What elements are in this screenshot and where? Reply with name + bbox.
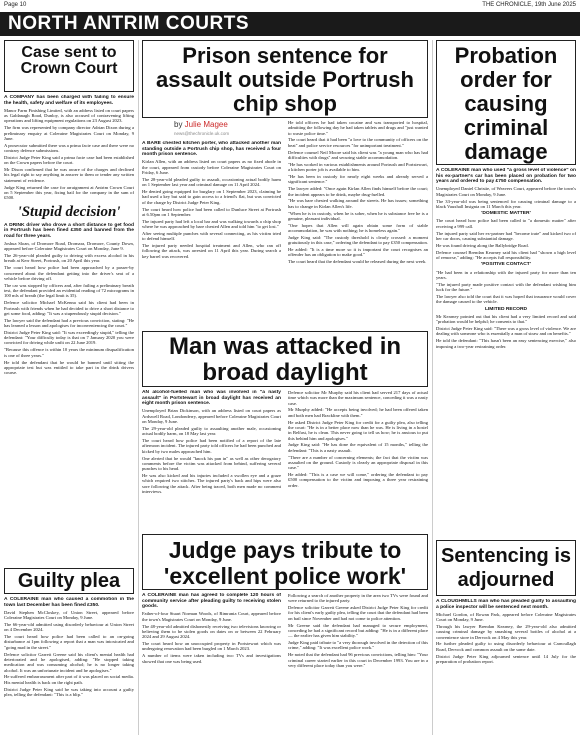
article-paragraph: Judge King returned the case for arraignment at Antrim Crown Court on 5 September this year, fixing bail for the company in the sum of £500. xyxy=(4,184,134,201)
article-paragraph: The 66-year-old admitted using disorderly behaviour at Union Street on 4 December 2024. xyxy=(4,621,134,633)
article-paragraph: He further pleaded guilty to using disorderly behaviour at Carncullagh Road, Dervock and common assault on the same date. xyxy=(436,641,576,652)
article-paragraph: The 26-year-old pleaded guilty to driving with excess alcohol in his breath at Kerr Street, Portrush, on 20 April this year. xyxy=(4,253,134,264)
article-paragraph: Judge King said: "The custody threshold is clearly crossed: a moment gratuitously in this case," ordering the defendant to pay £350 compensation. xyxy=(288,234,428,246)
article-paragraph: The 29-year-old pleaded guilty to assaulting another male, occasioning actual bodily harm, on 18 May last year. xyxy=(142,425,281,437)
article-paragraph: The court heard how police had been called to an on-going disturbance at 1pm following a report that a man was intoxicated and "going mad in the street." xyxy=(4,634,134,650)
article-paragraph: He noted that the defendant had 96 previous convictions, telling him: "Your criminal career started earlier in this court in December 1993. You are in a very different place today than you were." xyxy=(288,652,428,668)
article-paragraph: He added: "It is a time more so it is important the court recognises an offender has an obligation to make good." xyxy=(288,247,428,258)
article-paragraph: District Judge Peter King adjourned sentence until 14 July for the preparation of probation report. xyxy=(436,653,576,664)
article-paragraph: The car was stopped by officers and, after failing a preliminary breath test, the defendant provided an evidential reading of 72 micrograms in 100 mls of breath (the legal limit is 35). xyxy=(4,282,134,299)
article-paragraph: He told officers he had taken cocaine and was transported to hospital, admitting the following day he had taken tablets and drugs and "just wanted to waste police time." xyxy=(288,120,428,136)
article-paragraph: He told the defendant: "This hasn't been an easy sentencing exercise," also imposing a two-year restraining order. xyxy=(436,338,576,349)
page-number: Page 10 xyxy=(4,2,27,8)
subheading: 'POSITIVE CONTACT' xyxy=(481,262,531,268)
article-paragraph: "When he is in custody, when he is sober, when he is substance free he is a genuine, pleasant individual. xyxy=(288,210,428,221)
author-email[interactable]: news@thechronicle.uk.com xyxy=(174,131,230,136)
article-prison-sentence-col1 xyxy=(142,141,281,327)
article-paragraph: The injured party said her ex-partner had "become irate" and kicked two of her car doors, causing substantial damage. xyxy=(436,230,576,241)
article-paragraph: The 33-year-old was being sentenced for causing criminal damage to a black Vauxhall Insignia on 11 March this year. xyxy=(436,198,576,209)
headline-crown-court: Case sent to Crown Court xyxy=(4,40,134,92)
article-lead: AN alcohol-fuelled man who was involved in "a nasty assault" in Portstewart in broad daylight has received an eight month prison sentence. xyxy=(142,390,281,407)
article-lead: A CLOUGHMILLS man who has pleaded guilty to assaulting a police inspector will be sentenced next month. xyxy=(436,599,576,610)
article-probation-order xyxy=(436,168,576,536)
article-paragraph: Joshua Sloan, of Dromore Road, Dromara, Dromore, County Down, appeared before Coleraine Magistrates Court on Monday, June 9. xyxy=(4,240,134,252)
article-paragraph: Manor Farm Finishing Limited, with an address listed on court papers as Galdanagh Road, Dunloy, is also accused of contravening lifting operations and lifting equipment regulations on 23 August 2023. xyxy=(4,107,134,124)
page-header-bar xyxy=(0,0,580,12)
article-paragraph: He was also kicked and his injuries included a swollen eye and a graze which required two stitches. The injured party's back and hips were also sore following the attack. After being traced, both men made no comment interviews. xyxy=(142,473,281,494)
article-lead: A COLERAINE man has agreed to complete 120 hours of community service after pleading guilty to receiving stolen goods. xyxy=(142,593,281,610)
article-paragraph: Defence solicitor Michael McKenna said his client had been in Portrush with friends when he had decided to drive a short distance to get some food, adding: "It was a stupendously stupid decision." xyxy=(4,300,134,316)
column-divider xyxy=(432,40,433,735)
article-paragraph: He was found driving along the Ballybridge Road. xyxy=(436,242,529,248)
article-paragraph: Kirlan Allen, with an address listed on court papers as no fixed abode in the court, appeared from custody before Coleraine Magistrates Court on Friday, 6 June. xyxy=(142,159,281,175)
article-paragraph: The court heard how an unoccupied property in Portstewart which was undergoing renovation had been burgled on 1 March 2023. xyxy=(142,641,281,652)
article-paragraph: Defence counsel Neil Moore said his client was "a young man who has had difficulties with drugs" and securing stable accommodation. xyxy=(288,149,428,160)
article-paragraph: The court heard how police had been approached by a passer-by concerned about the defendant getting into the driver's seat of a vehicle before driving off. xyxy=(4,265,134,281)
headline-judge-tribute: Judge pays tribute to 'excellent police work' xyxy=(142,534,428,590)
article-paragraph: After seeing multiple punches with several connecting, as his victim tried to defend himself. xyxy=(142,230,281,242)
article-paragraph: The lawyer also told the court that it was hoped that insurance would cover the damage caused to the vehicle. xyxy=(436,293,576,305)
publication-date: THE CHRONICLE, 19th June 2025 xyxy=(482,2,576,8)
article-paragraph: The 48-year-old admitted dishonestly receiving two televisions knowing or believing them to be stolen goods on dates on or between 22 February 2024 and 29 August 2024. xyxy=(142,623,281,640)
article-paragraph: He suffered embarrassment after part of it was placed on social media. His mental health is back on the right path. xyxy=(4,674,134,685)
headline-sentencing-adjourned: Sentencing is adjourned xyxy=(436,540,576,596)
article-paragraph: The lawyer said the defendant had a previous conviction, stating: "He has learned a lesson and apologises for inconveniencing the court." xyxy=(4,317,134,328)
article-paragraph: The lawyer added: "Once again Kirlan Allen finds himself before the court; the incident appears to be drink, maybe drug-fuelled. xyxy=(288,186,428,197)
subheading: LIMITED RECORD xyxy=(484,306,528,312)
article-paragraph: A number of items were taken including two TVs and investigations showed that one was being used. xyxy=(142,653,281,664)
article-paragraph: Michael Gordon, of Rowan Park, appeared before Coleraine Magistrates Court on Monday, 9 June. xyxy=(436,611,576,623)
article-man-attacked-col2 xyxy=(288,390,428,530)
article-lead: A COMPANY has been charged with failing to ensure the health, safety and welfare of its employees. xyxy=(4,95,134,106)
article-judge-tribute-col1 xyxy=(142,593,281,735)
article-paragraph: He added: "This is a case we will come," ordering the defendant to pay £500 compensation to the victim and imposing a three year restraining order. xyxy=(288,472,428,488)
headline-probation-order: Probation order for causing criminal damage xyxy=(436,40,576,165)
article-paragraph: The court heard how police had been notified of a report of the late afternoon incident. The injured party told officers he had been punched and kicked by two males approached him. xyxy=(142,438,281,454)
article-paragraph: The court heard that the defendant would be released during the next week. xyxy=(288,259,427,265)
section-banner xyxy=(0,12,580,36)
headline-man-attacked: Man was attacked in broad daylight xyxy=(142,331,428,387)
article-paragraph: "He has worked in various establishments around Portrush and Portstewart, a kitchen porter job is available to him. xyxy=(288,161,428,173)
author-name: Julie Magee xyxy=(184,120,228,129)
article-paragraph: Defence solicitor Garrett Greene asked District Judge Peter King for credit for his client's early guilty plea, telling the court that the defendant had been on bail since November and had not come to police attention. xyxy=(288,605,428,621)
article-paragraph: The court heard that it had been "a love to the community of officers on the beat" and police service resources "for unimportant treatment." xyxy=(288,137,428,148)
article-paragraph: "There are a number of concerning elements; the fact that the victim was assaulted on the ground. Custody is clearly an appropriate disposal in this case." xyxy=(288,454,428,471)
article-guilty-plea xyxy=(4,597,134,735)
article-paragraph: The court heard how police had been called to Dunluce Street at Portrush at 6.50pm on 1 September. xyxy=(142,206,281,217)
article-paragraph: Unemployed Daniel Christie, of Weavers Court, appeared before the town's Magistrates Court on Monday, 9 June. xyxy=(436,186,576,197)
article-paragraph: He denied going equipped for burglary on 1 September 2023, claiming he had used a key but said to gain access to a friend's flat, but was convicted of the charge by District Judge Peter King. xyxy=(142,189,281,205)
article-paragraph: David Stephen McCloskey, of Union Street, appeared before Coleraine Magistrates Court on Monday, 9 June. xyxy=(4,609,134,621)
article-paragraph: Mr Murphy added: "He accepts being involved; he had been offered taken and both men had Brackline with them." xyxy=(288,407,428,418)
article-paragraph: The injured party needed hospital treatment and Allen, who ran off following the attack, was arrested on 11 April this year. During search a key barrel was recovered. xyxy=(142,243,281,259)
article-paragraph: "He was bare chested walking around the streets. He has issues; something has to change in Kirlan Allen's life. xyxy=(288,198,428,209)
article-paragraph: Defence solicitor Mr Murphy said his client had served 217 days of actual time which was more than the maximum sentence, conceding it was a nasty case. xyxy=(288,390,428,406)
article-paragraph: "The injured party made positive contact with the defendant wishing him luck for the future." xyxy=(436,281,576,293)
article-lead: A DRINK driver who drove a short distance to get food in Portrush has been fined £350 and banned from the road for three years. xyxy=(4,222,134,239)
article-prison-sentence-col2 xyxy=(288,120,428,327)
subheadline-stupid-decision: 'Stupid decision' xyxy=(17,203,121,220)
article-paragraph: Through his lawyer Brendan Kearney, the 29-year-old also admitted causing criminal damage by smashing several bottles of alcohol at a convenience store in Dervock on 4 May this year. xyxy=(436,623,576,640)
article-paragraph: The injured party had left a local bar and was walking towards a chip shop where he was approached by bare chested Allen and told him "to get lost." xyxy=(142,218,281,230)
headline-guilty-plea: Guilty plea xyxy=(4,568,134,594)
article-paragraph: Unemployed Brian Dickinson, with an address listed on court papers as Ardswell Road, Londonderry, appeared before Coleraine Magistrates Court on Monday, 9 June. xyxy=(142,408,281,424)
article-paragraph: District Judge Peter King said a prima facie case had been established on the Crown papers before the court. xyxy=(4,154,134,166)
article-paragraph: One alerted that he would "knock his pan in" as well as other derogatory comments before the victim was attacked from behind, suffering several punches to his head. xyxy=(142,455,281,472)
article-paragraph: A prosecutor submitted there was a prima facie case and there were no contrary defence submissions. xyxy=(4,142,134,154)
article-lead: A COLERAINE man who caused a commotion in the town last December has been fined £350. xyxy=(4,597,134,608)
article-crown-court xyxy=(4,95,134,565)
article-paragraph: The court heard how police had been called to "a domestic matter" after receiving a 999 call. xyxy=(436,218,576,229)
article-paragraph: "He has been in custody for nearly eight weeks and already served a significant sentence." xyxy=(288,174,428,185)
column-divider xyxy=(138,40,139,735)
article-paragraph: "Because this offence is within 10 years the minimum disqualification is one of three years." xyxy=(4,347,134,358)
article-paragraph: District Judge Peter King said he was taking into account a guilty plea, telling the defendant: "This is a blip." xyxy=(4,686,134,697)
article-paragraph: Mr Dixon confirmed that he was aware of the charges and declined his legal right to say anything in answer to them or tender any written statement of evidence. xyxy=(4,167,134,183)
article-paragraph: He told the defendant that he would be banned until sitting the appropriate test but was entitled to take part in the drink drivers course. xyxy=(4,359,134,376)
article-man-attacked-col1 xyxy=(142,390,281,530)
article-paragraph: Judge King paid tribute to "a very thorough involved in the detection of this crime," adding: "It was excellent police work." xyxy=(288,640,428,651)
article-sentencing-adjourned xyxy=(436,599,576,735)
article-paragraph: "He had been in a relationship with the injured party for more than ten years. xyxy=(436,269,576,280)
article-lead: A COLERAINE man who used "a gross level of violence" on his ex-partner's car has been placed on probation for two years and ordered to pay £750 compensation. xyxy=(436,168,576,185)
article-paragraph: The firm was represented by company director Adrian Dixon during a preliminary enquiry at Coleraine Magistrates Court on Monday, 9 June. xyxy=(4,125,134,141)
article-paragraph: The 28-year-old pleaded guilty to assault, occasioning actual bodily harm on 1 September last year and criminal damage on 11 April 2024. xyxy=(142,176,281,188)
section-title: NORTH ANTRIM COURTS xyxy=(8,13,249,34)
article-judge-tribute-col2 xyxy=(288,593,428,735)
article-paragraph: Defence counsel Brendan Kearney said his client had "shown a high level of remorse," adding: "He accepts full responsibility. xyxy=(436,249,576,261)
article-paragraph: District Judge Peter King said: "It was exceedingly stupid," telling the defendant: "Your difficulty today is that on 7 January 2020 you were convicted for driving while unfit on 22 June 2019. xyxy=(4,329,134,346)
article-lead: A BARE chested kitchen porter, who attacked another man standing outside a Portrush chip shop, has received a four month prison sentence. xyxy=(142,141,281,158)
article-paragraph: Father-of-four Stuart Norman Woods, of Rimrania Court, appeared before the town's Magistrates Court on Monday, 9 June. xyxy=(142,611,281,622)
article-paragraph: Following a search of another property in the area two TVs were found and were returned to the injured party. xyxy=(288,593,428,604)
article-paragraph: He asked District Judge Peter King for credit for a guilty plea, also telling the court: "He is in a better place now than he was. He is living in a hostel in Belfast, he is clean. This never going to tell us how; he is anxious to put this behind him and apologises." xyxy=(288,419,428,441)
article-paragraph: Defence solicitor Garrett Greene said his client's mental health had deteriorated and he apologised, adding: "He stopped taking medication and was consuming alcohol; he is no longer taking alcohol. It was an unfortunate incident and he apologises." xyxy=(4,651,134,673)
byline: by Julie Magee xyxy=(174,120,228,129)
article-paragraph: Mr Greene said the defendant had managed to secure employment, conceding he had a significant record but adding: "He is in a different place — the earlier has given him stability." xyxy=(288,622,428,639)
article-paragraph: District Judge Peter King said: "There was a gross level of violence. We are dealing with someone who is essentially a man of straw and on benefits." xyxy=(436,326,576,337)
headline-prison-sentence: Prison sentence for assault outside Portrush chip shop xyxy=(142,40,428,118)
article-paragraph: Mr Kearney pointed out that his client had a very limited record and said "probation would be helpful; he consents to that." xyxy=(436,313,576,325)
article-paragraph: "One hopes that Allen will again obtain some form of stable accommodation, he was with nothing; he is homeless again." xyxy=(288,222,428,234)
subheading: 'DOMESTIC MATTER' xyxy=(481,211,531,217)
article-paragraph: Judge King said: "He has done the equivalent of 15 months," telling the defendant: "This is a nasty assault. xyxy=(288,442,428,453)
